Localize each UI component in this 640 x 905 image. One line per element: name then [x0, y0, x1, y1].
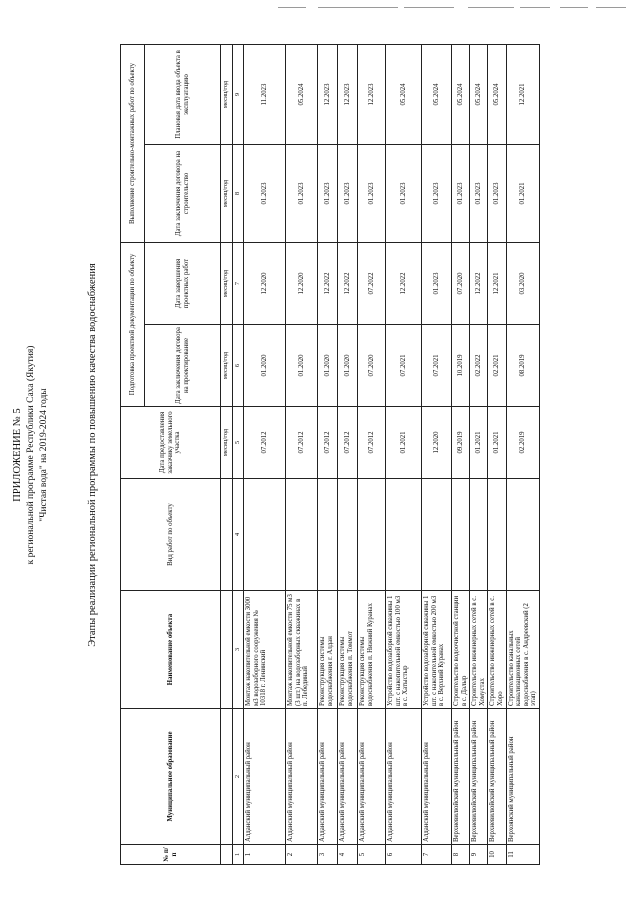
municipality-cell: Алданский муниципальный район: [338, 709, 358, 845]
design-contract-cell: 02.2021: [488, 325, 506, 407]
design-done-cell: 12.2020: [244, 242, 286, 324]
row-number: 10: [488, 845, 506, 865]
municipality-cell: Алданский муниципальный район: [286, 709, 318, 845]
land-date-cell: 02.2019: [506, 407, 539, 479]
scan-edge-marks: [0, 4, 640, 10]
work-type-cell: [358, 479, 386, 591]
table-row: [470, 44, 488, 864]
program-reference: к региональной программе Республики Саха (Якутия): [26, 345, 36, 565]
table-row: [358, 44, 386, 864]
table-row: [244, 44, 286, 864]
row-number: 1: [244, 845, 286, 865]
work-type-cell: [386, 479, 422, 591]
design-done-cell: 03.2020: [506, 242, 539, 324]
design-contract-cell: 01.2020: [338, 325, 358, 407]
commissioning-cell: 05.2024: [452, 44, 470, 144]
design-done-cell: 12.2020: [286, 242, 318, 324]
row-number: 5: [358, 845, 386, 865]
commissioning-cell: 05.2024: [386, 44, 422, 144]
design-done-cell: 12.2022: [470, 242, 488, 324]
object-name-cell: Устройство водозаборной скважины 1 шт. с накопительной емкостью 100 м3 в с. Хатыстыр: [386, 591, 422, 709]
column-number: 4: [233, 479, 244, 591]
construction-contract-cell: 01.2023: [338, 144, 358, 242]
object-name-cell: Строительство водоочистной станции в с. Далыр: [452, 591, 470, 709]
header-work-type: Вид работ по объекту: [121, 479, 221, 591]
land-date-cell: 07.2012: [338, 407, 358, 479]
construction-contract-cell: 01.2023: [358, 144, 386, 242]
construction-contract-cell: 01.2023: [386, 144, 422, 242]
commissioning-cell: 05.2024: [488, 44, 506, 144]
row-number: 3: [318, 845, 338, 865]
unit-cell: месяц/год: [221, 325, 233, 407]
unit-cell: месяц/год: [221, 144, 233, 242]
unit-cell: [221, 479, 233, 591]
column-number: 7: [233, 242, 244, 324]
municipality-cell: Алданский муниципальный район: [386, 709, 422, 845]
program-name: "Чистая вода" на 2019-2024 годы: [39, 388, 49, 522]
object-name-cell: Монтаж накопительной емкости 75 м3 (3 шт.) на водозаборных скважинах в п. Лебединый: [286, 591, 318, 709]
design-done-cell: 12.2021: [488, 242, 506, 324]
design-contract-cell: 07.2021: [422, 325, 452, 407]
object-name-cell: Строительство инженерных сетей в с. Хоро: [488, 591, 506, 709]
object-name-cell: Монтаж накопительной емкости 3000 м3 водозаборного сооружения № 10318 г. Ленинский: [244, 591, 286, 709]
table-row: [506, 44, 539, 864]
work-type-cell: [470, 479, 488, 591]
land-date-cell: 12.2020: [422, 407, 452, 479]
design-done-cell: 12.2022: [318, 242, 338, 324]
object-name-cell: Реконструкция системы водоснабжения г. Алдан: [318, 591, 338, 709]
object-name-cell: Строительство инженерных сетей в с. Хомустах: [470, 591, 488, 709]
header-design-contract: Дата заключения договора на проектирование: [145, 325, 221, 407]
design-contract-cell: 08.2019: [506, 325, 539, 407]
table-row: [488, 44, 506, 864]
row-number: 2: [286, 845, 318, 865]
land-date-cell: 07.2012: [286, 407, 318, 479]
work-type-cell: [452, 479, 470, 591]
construction-contract-cell: 01.2023: [422, 144, 452, 242]
stages-table: [120, 44, 540, 865]
header-land-date: Дата предоставления заказчику земельного участка: [121, 407, 221, 479]
header-municipality: Муниципальное образование: [121, 709, 221, 845]
unit-cell: месяц/год: [221, 242, 233, 324]
work-type-cell: [422, 479, 452, 591]
design-contract-cell: 07.2021: [386, 325, 422, 407]
municipality-cell: Алданский муниципальный район: [244, 709, 286, 845]
design-done-cell: 12.2022: [386, 242, 422, 324]
work-type-cell: [244, 479, 286, 591]
document-title: Этапы реализации региональной программы по повышению качества водоснабжения: [87, 263, 98, 647]
appendix-title: ПРИЛОЖЕНИЕ № 5: [12, 408, 23, 502]
design-contract-cell: 01.2020: [286, 325, 318, 407]
header-commissioning: Плановая дата ввода объекта в эксплуатацию: [145, 44, 221, 144]
design-contract-cell: 10.2019: [452, 325, 470, 407]
commissioning-cell: 12.2023: [358, 44, 386, 144]
construction-contract-cell: 01.2023: [470, 144, 488, 242]
column-number: 3: [233, 591, 244, 709]
unit-cell: [221, 845, 233, 865]
column-number: 1: [233, 845, 244, 865]
construction-contract-cell: 01.2023: [286, 144, 318, 242]
commissioning-cell: 12.2023: [338, 44, 358, 144]
commissioning-cell: 12.2021: [506, 44, 539, 144]
municipality-cell: Верхневилюйский муниципальный район: [470, 709, 488, 845]
land-date-cell: 01.2021: [488, 407, 506, 479]
unit-cell: [221, 591, 233, 709]
design-done-cell: 07.2022: [358, 242, 386, 324]
work-type-cell: [318, 479, 338, 591]
header-design-group: Подготовка проектной документации по объекту: [121, 242, 145, 406]
header-construction-group: Выполнение строительно-монтажных работ по объекту: [121, 44, 145, 242]
table-row: [318, 44, 338, 864]
construction-contract-cell: 01.2023: [318, 144, 338, 242]
object-name-cell: Устройство водозаборной скважины 1 шт. с накопительной емкостью 200 м3 в с. Верхний Куранах: [422, 591, 452, 709]
column-number: 9: [233, 44, 244, 144]
design-contract-cell: 01.2020: [318, 325, 338, 407]
header-num: № п/п: [121, 845, 221, 865]
unit-cell: месяц/год: [221, 44, 233, 144]
column-number: 6: [233, 325, 244, 407]
commissioning-cell: 05.2024: [422, 44, 452, 144]
work-type-cell: [488, 479, 506, 591]
land-date-cell: 07.2012: [358, 407, 386, 479]
design-contract-cell: 01.2020: [244, 325, 286, 407]
row-number: 8: [452, 845, 470, 865]
land-date-cell: 01.2021: [470, 407, 488, 479]
table-row: [422, 44, 452, 864]
row-number: 9: [470, 845, 488, 865]
municipality-cell: Верхневилюйский муниципальный район: [452, 709, 470, 845]
design-done-cell: 12.2022: [338, 242, 358, 324]
municipality-cell: Алданский муниципальный район: [358, 709, 386, 845]
land-date-cell: 01.2021: [386, 407, 422, 479]
row-number: 6: [386, 845, 422, 865]
design-contract-cell: 02.2022: [470, 325, 488, 407]
municipality-cell: Алданский муниципальный район: [318, 709, 338, 845]
commissioning-cell: 05.2024: [286, 44, 318, 144]
row-number: 4: [338, 845, 358, 865]
header-construction-contract: Дата заключения договора на строительство: [145, 144, 221, 242]
table-row: [452, 44, 470, 864]
commissioning-cell: 12.2023: [318, 44, 338, 144]
rotated-document: [0, 25, 632, 885]
land-date-cell: 09.2019: [452, 407, 470, 479]
work-type-cell: [338, 479, 358, 591]
municipality-cell: Верхневилюйский муниципальный район: [488, 709, 506, 845]
object-name-cell: Реконструкция системы водоснабжения п. Нижний Куранах: [358, 591, 386, 709]
table-row: [286, 44, 318, 864]
column-number: 5: [233, 407, 244, 479]
column-number: 8: [233, 144, 244, 242]
land-date-cell: 07.2012: [244, 407, 286, 479]
table-row: [386, 44, 422, 864]
header-design-done: Дата завершения проектных работ: [145, 242, 221, 324]
row-number: 11: [506, 845, 539, 865]
construction-contract-cell: 01.2023: [452, 144, 470, 242]
construction-contract-cell: 01.2023: [244, 144, 286, 242]
object-name-cell: Реконструкция системы водоснабжения п. Томмот: [338, 591, 358, 709]
unit-cell: [221, 709, 233, 845]
design-done-cell: 01.2023: [422, 242, 452, 324]
table-row: [338, 44, 358, 864]
construction-contract-cell: 01.2021: [506, 144, 539, 242]
municipality-cell: Алданский муниципальный район: [422, 709, 452, 845]
commissioning-cell: 11.2023: [244, 44, 286, 144]
design-contract-cell: 07.2020: [358, 325, 386, 407]
row-number: 7: [422, 845, 452, 865]
object-name-cell: Строительство канальных канализационных сетей водоснабжения в с. Андреевский (2 этап): [506, 591, 539, 709]
work-type-cell: [506, 479, 539, 591]
land-date-cell: 07.2012: [318, 407, 338, 479]
work-type-cell: [286, 479, 318, 591]
commissioning-cell: 05.2024: [470, 44, 488, 144]
design-done-cell: 07.2020: [452, 242, 470, 324]
unit-cell: месяц/год: [221, 407, 233, 479]
header-object-name: Наименование объекта: [121, 591, 221, 709]
municipality-cell: Верхоянский муниципальный район: [506, 709, 539, 845]
construction-contract-cell: 01.2023: [488, 144, 506, 242]
column-number: 2: [233, 709, 244, 845]
